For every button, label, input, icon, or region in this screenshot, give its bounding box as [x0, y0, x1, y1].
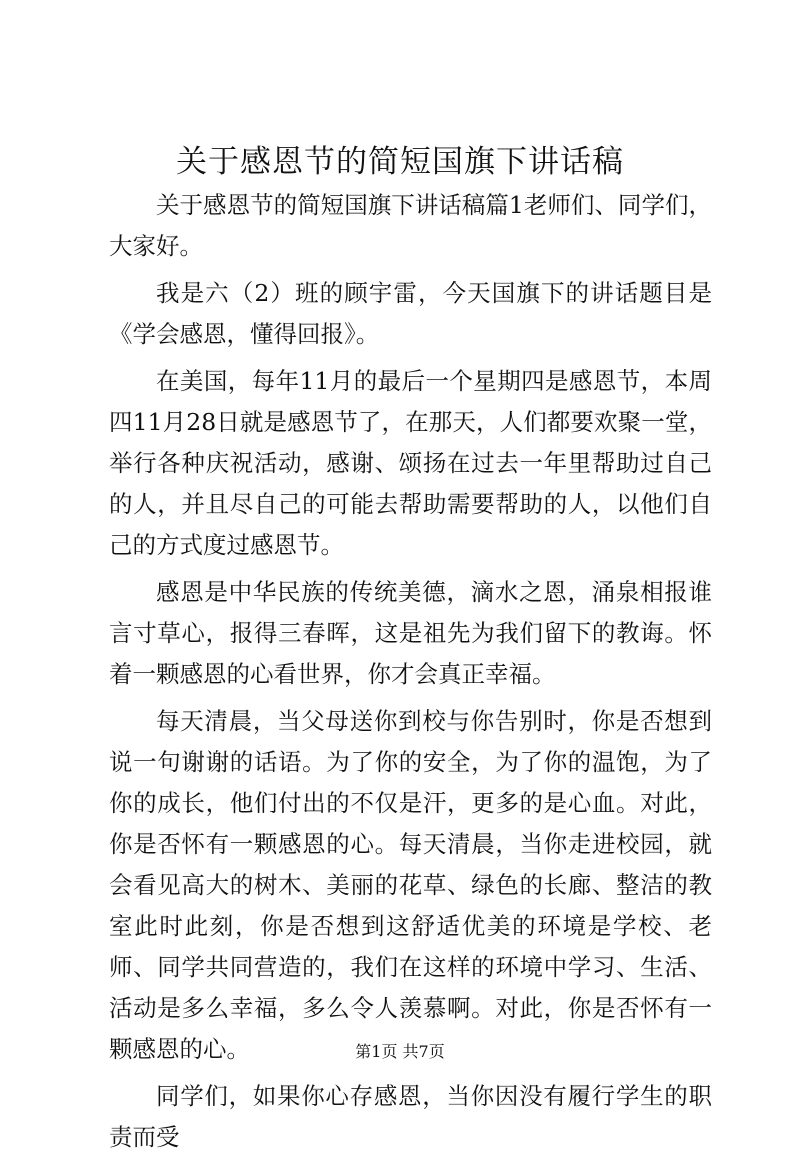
document-body [109, 185, 712, 1164]
document-title: 关于感恩节的简短国旗下讲话稿 [176, 144, 624, 180]
paragraph-5: 每天清晨，当父母送你到校与你告别时，你是否想到说一句谢谢的话语。为了你的安全，为了你的温饱，为了你的成长，他们付出的不仅是汗，更多的是心血。对此，你是否怀有一颗感恩的心。每天清晨，当你走进校园，就会看见高大的树木、美丽的花草、绿色的长廊、整洁的教室此时此刻，你是否想到这舒适优美的环境是学校、老师、同学共同营造的，我们在这样的环境中学习、生活、活动是多么幸福，多么令人羡慕啊。对此，你是否怀有一颗感恩的心。 [109, 707, 712, 1063]
paragraph-2: 我是六（2）班的顾宇雷，今天国旗下的讲话题目是《学会感恩，懂得回报》。 [109, 279, 712, 348]
paragraph-4: 感恩是中华民族的传统美德，滴水之恩，涌泉相报谁言寸草心，报得三春晖，这是祖先为我们留下的教诲。怀着一颗感恩的心看世界，你才会真正幸福。 [109, 578, 712, 688]
paragraph-6: 同学们，如果你心存感恩，当你因没有履行学生的职责而受 [109, 1082, 712, 1151]
paragraph-3: 在美国，每年11月的最后一个星期四是感恩节，本周四11月28日就是感恩节了，在那天，人们都要欢聚一堂，举行各种庆祝活动，感谢、颂扬在过去一年里帮助过自己的人，并且尽自己的可能去帮助需要帮助的人，以他们自己的方式度过感恩节。 [109, 367, 712, 559]
page-footer: 第1页 共7页 [355, 1042, 445, 1061]
paragraph-1: 关于感恩节的简短国旗下讲话稿篇1老师们、同学们，大家好。 [109, 191, 712, 260]
